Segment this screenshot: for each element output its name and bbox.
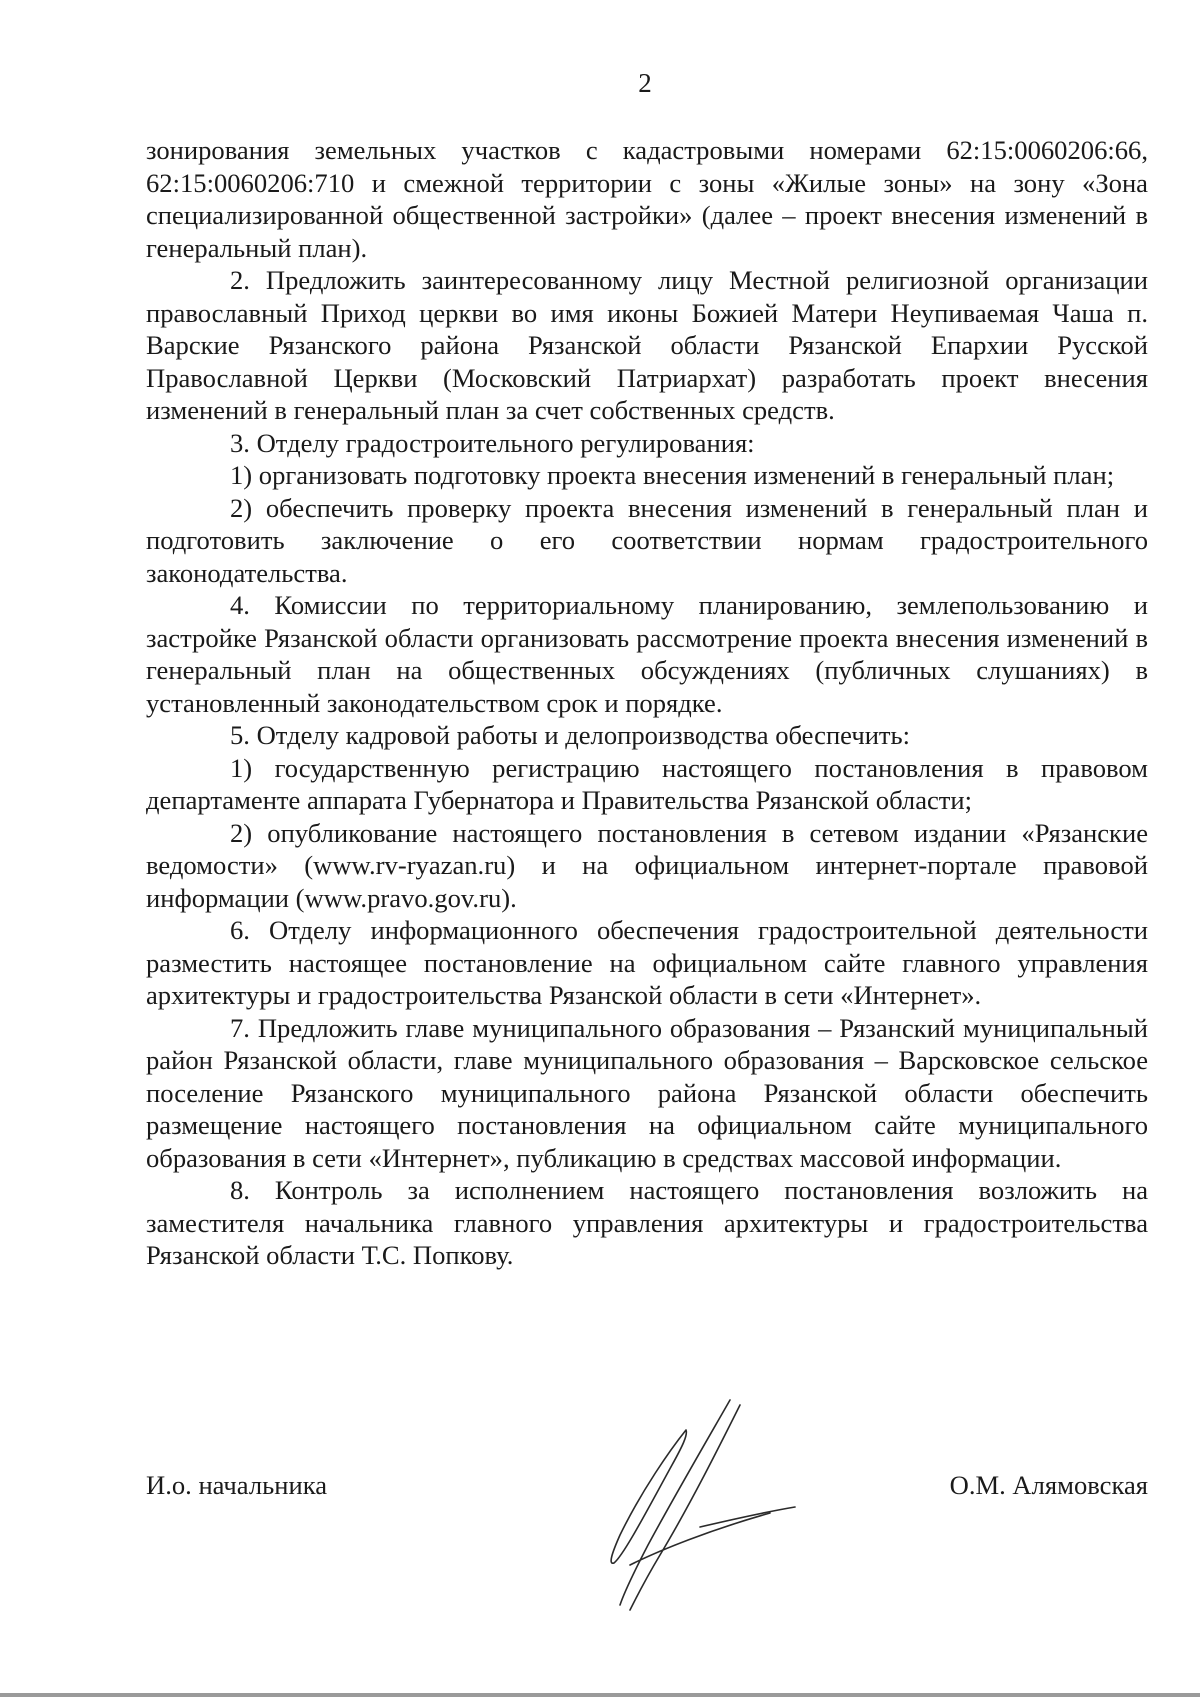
paragraph-3-item-1: 1) организовать подготовку проекта внесения изменений в генеральный план;: [230, 460, 1115, 490]
document-body: [146, 134, 1148, 1272]
paragraph-2: 2. Предложить заинтересованному лицу Местной религиозной организации православный Приход церкви во имя иконы Божией Матери Неупиваемая Чаша п. Варские Рязанского района Рязанской области Рязанской Епархии Русской Православной Церкви (Московский Патриархат) разработать проект внесения изменений в генеральный план за счет собственных средств.: [146, 265, 1148, 425]
paragraph-7: 7. Предложить главе муниципального образования – Рязанский муниципальный район Рязанской области, главе муниципального образования – Варсковское сельское поселение Рязанского муниципального района Рязанской области обеспечить размещение настоящего постановления на официальном сайте муниципального образования в сети «Интернет», публикацию в средствах массовой информации.: [146, 1012, 1148, 1173]
paragraph-5: 5. Отделу кадровой работы и делопроизводства обеспечить:: [230, 720, 911, 750]
paragraph-5-item-2: 2) опубликование настоящего постановления в сетевом издании «Рязанские ведомости» (www.rv-ryazan.ru) и на официальном интернет-портале правовой информации (www.pravo.gov.ru).: [146, 817, 1148, 913]
handwritten-signature: [590, 1395, 850, 1620]
bottom-edge-line: [0, 1693, 1200, 1697]
paragraph-6: 6. Отделу информационного обеспечения градостроительной деятельности разместить настоящее постановление на официальном сайте главного управления архитектуры и градостроительства Рязанской области в сети «Интернет».: [146, 915, 1148, 1010]
signatory-name: О.М. Алямовская: [949, 1470, 1148, 1500]
paragraph-3-item-2: 2) обеспечить проверку проекта внесения изменений в генеральный план и подготовить заключение о его соответствии нормам градостроительного законодательства.: [146, 492, 1148, 588]
signatory-title: И.о. начальника: [146, 1470, 328, 1500]
paragraph-4: 4. Комиссии по территориальному планированию, землепользованию и застройке Рязанской области организовать рассмотрение проекта внесения изменений в генеральный план на общественных обсуждениях (публичных слушаниях) в установленный законодательством срок и порядке.: [146, 590, 1148, 718]
paragraph-8: 8. Контроль за исполнением настоящего постановления возложить на заместителя начальника главного управления архитектуры и градостроительства Рязанской области Т.С. Попкову.: [146, 1175, 1148, 1270]
paragraph-3: 3. Отделу градостроительного регулирования:: [230, 427, 755, 458]
page-number: 2: [638, 68, 652, 98]
paragraph-5-item-1: 1) государственную регистрацию настоящего постановления в правовом департаменте аппарата Губернатора и Правительства Рязанской области;: [146, 752, 1148, 815]
paragraph-1: зонирования земельных участков с кадастровыми номерами 62:15:0060206:66, 62:15:0060206:710 и смежной территории с зоны «Жилые зоны» на зону «Зона специализированной общественной застройки» (далее – проект внесения изменений в генеральный план).: [146, 135, 1148, 263]
